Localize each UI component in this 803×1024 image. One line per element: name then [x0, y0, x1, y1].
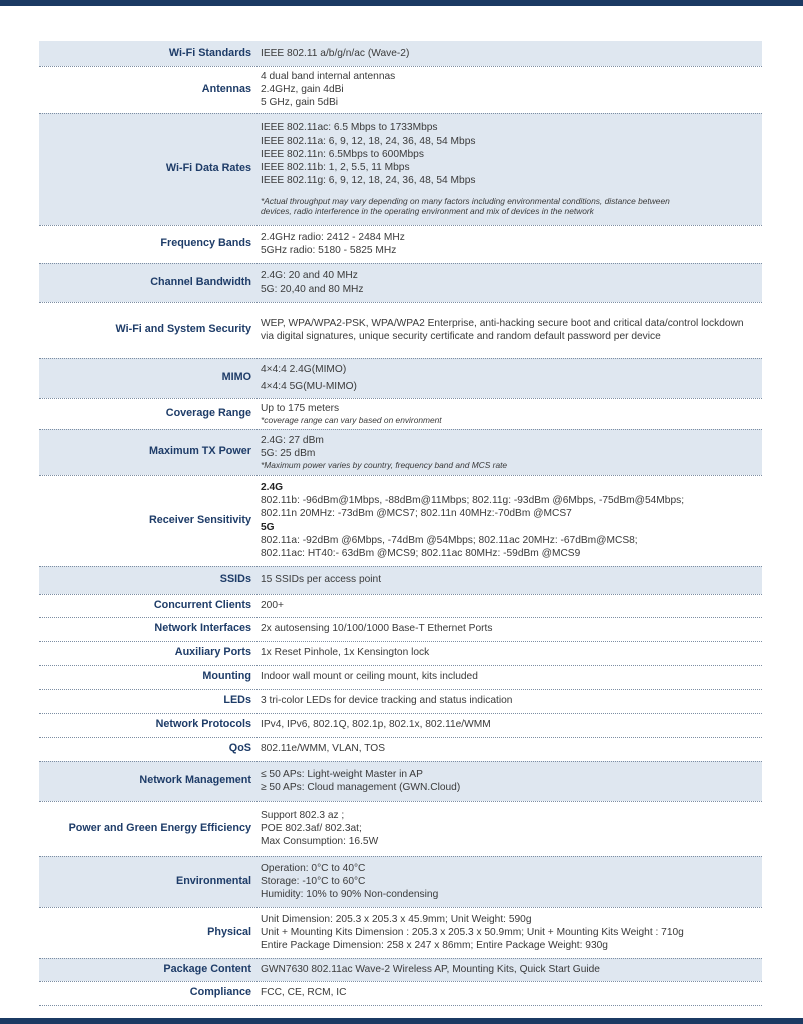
spec-row [39, 737, 762, 761]
spec-value-line: 802.11ac: HT40:- 63dBm @MCS9; 802.11ac 80MHz: -59dBm @MCS9 [261, 547, 581, 559]
spec-label: Physical [39, 907, 257, 958]
spec-value-line: Unit Dimension: 205.3 x 205.3 x 45.9mm; Unit Weight: 590g [261, 913, 532, 925]
spec-value-line: 802.11b: -96dBm@1Mbps, -88dBm@11Mbps; 802.11g: -93dBm @6Mbps, -75dBm@54Mbps; [261, 495, 685, 507]
spec-value-line: Operation: 0°C to 40°C [261, 862, 366, 874]
spec-footnote: *Maximum power varies by country, frequency band and MCS rate [261, 459, 508, 470]
spec-label: Wi-Fi Standards [39, 41, 257, 66]
spec-label: Environmental [39, 856, 257, 907]
spec-value-line: 2.4GHz, gain 4dBi [261, 83, 344, 95]
spec-row [39, 429, 762, 475]
spec-row [39, 113, 762, 225]
spec-row [39, 761, 762, 801]
spec-row [39, 981, 762, 1005]
spec-value [257, 358, 762, 398]
spec-label: Wi-Fi Data Rates [39, 113, 257, 225]
spec-row [39, 302, 762, 358]
spec-value-line: 200+ [261, 599, 284, 611]
spec-row [39, 225, 762, 263]
spec-row [39, 475, 762, 566]
spec-footnote: *coverage range can vary based on environment [261, 414, 442, 425]
spec-row [39, 617, 762, 641]
spec-value-line: Entire Package Dimension: 258 x 247 x 86mm; Entire Package Weight: 930g [261, 940, 608, 952]
spec-value-line: Max Consumption: 16.5W [261, 836, 379, 848]
spec-value-line: 2.4G: 27 dBm [261, 434, 324, 446]
spec-row [39, 641, 762, 665]
spec-value-line: Support 802.3 az ; [261, 809, 345, 821]
spec-row [39, 665, 762, 689]
spec-value [257, 641, 762, 665]
spec-label: Network Protocols [39, 713, 257, 737]
spec-footnote: devices, radio interference in the operating environment and mix of devices in the network [261, 206, 594, 216]
spec-value-line: IEEE 802.11n: 6.5Mbps to 600Mbps [261, 148, 424, 160]
spec-value [257, 41, 762, 66]
spec-value-line: 5GHz radio: 5180 - 5825 MHz [261, 245, 397, 256]
spec-value-line: ≤ 50 APs: Light-weight Master in AP [261, 768, 423, 780]
spec-value-line: 802.11a: -92dBm @6Mbps, -74dBm @54Mbps; 802.11ac 20MHz: -67dBm@MCS8; [261, 534, 638, 546]
spec-value [257, 958, 762, 981]
spec-value-line: ≥ 50 APs: Cloud management (GWN.Cloud) [261, 782, 461, 793]
spec-value [257, 801, 762, 856]
spec-table [39, 41, 762, 1006]
spec-value [257, 856, 762, 907]
spec-value-line: 5G: 20,40 and 80 MHz [261, 283, 364, 295]
spec-value [257, 737, 762, 761]
spec-value [257, 617, 762, 641]
spec-label: Power and Green Energy Efficiency [39, 801, 257, 856]
spec-value-line: 2.4GHz radio: 2412 - 2484 MHz [261, 231, 405, 243]
spec-row [39, 566, 762, 594]
spec-label: Package Content [39, 958, 257, 981]
spec-value-line: 2.4G [261, 481, 284, 493]
spec-value [257, 907, 762, 958]
footer-bar [0, 1018, 803, 1024]
spec-value-line: GWN7630 802.11ac Wave-2 Wireless AP, Mounting Kits, Quick Start Guide [261, 963, 600, 975]
spec-row [39, 41, 762, 66]
spec-label: Network Interfaces [39, 617, 257, 641]
spec-value-line: 2x autosensing 10/100/1000 Base-T Ethernet Ports [261, 623, 493, 635]
spec-value [257, 594, 762, 617]
spec-row [39, 958, 762, 981]
spec-label: Channel Bandwidth [39, 263, 257, 302]
spec-value-line: IEEE 802.11b: 1, 2, 5.5, 11 Mbps [261, 162, 410, 174]
spec-value [257, 113, 762, 225]
spec-label: Receiver Sensitivity [39, 475, 257, 566]
spec-row [39, 801, 762, 856]
spec-value [257, 566, 762, 594]
spec-value-line: FCC, CE, RCM, IC [261, 987, 347, 999]
spec-value-line: 802.11e/WMM, VLAN, TOS [261, 743, 385, 755]
spec-row [39, 907, 762, 958]
spec-label: QoS [39, 737, 257, 761]
spec-value-line: IEEE 802.11 a/b/g/n/ac (Wave-2) [261, 47, 410, 59]
spec-label: Mounting [39, 665, 257, 689]
spec-label: Auxiliary Ports [39, 641, 257, 665]
spec-row [39, 713, 762, 737]
spec-value-line: 5 GHz, gain 5dBi [261, 97, 339, 109]
spec-footnote: *Actual throughput may vary depending on many factors including environmental conditions, distance between [261, 195, 670, 206]
spec-value [257, 398, 762, 429]
spec-value [257, 66, 762, 113]
spec-value-line: POE 802.3af/ 802.3at; [261, 822, 362, 834]
spec-value [257, 475, 762, 566]
spec-label: Wi-Fi and System Security [39, 302, 257, 358]
spec-value-line: IPv4, IPv6, 802.1Q, 802.1p, 802.1x, 802.11e/WMM [261, 719, 491, 731]
spec-value-line: 5G: 25 dBm [261, 447, 316, 459]
spec-label: Network Management [39, 761, 257, 801]
spec-value-line: IEEE 802.11ac: 6.5 Mbps to 1733Mbps [261, 122, 438, 134]
header-bar [0, 0, 803, 6]
spec-label: Maximum TX Power [39, 429, 257, 475]
spec-label: MIMO [39, 358, 257, 398]
spec-value [257, 665, 762, 689]
spec-value [257, 713, 762, 737]
spec-value-line: Unit + Mounting Kits Dimension : 205.3 x 205.3 x 50.9mm; Unit + Mounting Kits Weight : 710g [261, 926, 684, 938]
spec-value-line: 4×4:4 5G(MU-MIMO) [261, 381, 357, 392]
spec-value [257, 689, 762, 713]
spec-value-line: 4×4:4 2.4G(MIMO) [261, 363, 347, 375]
spec-label: Concurrent Clients [39, 594, 257, 617]
spec-row [39, 856, 762, 907]
spec-label: Frequency Bands [39, 225, 257, 263]
spec-value-line: 4 dual band internal antennas [261, 70, 396, 82]
spec-row [39, 66, 762, 113]
spec-value [257, 761, 762, 801]
spec-value-line: 2.4G: 20 and 40 MHz [261, 270, 358, 282]
spec-label: SSIDs [39, 566, 257, 594]
spec-value [257, 302, 762, 358]
spec-row [39, 263, 762, 302]
spec-value-line: 802.11n 20MHz: -73dBm @MCS7; 802.11n 40MHz:-70dBm @MCS7 [261, 508, 572, 520]
spec-value-line: IEEE 802.11a: 6, 9, 12, 18, 24, 36, 48, 54 Mbps [261, 135, 476, 147]
spec-value-line: 3 tri-color LEDs for device tracking and status indication [261, 695, 513, 707]
spec-table-body [39, 41, 762, 1005]
spec-label: Compliance [39, 981, 257, 1005]
spec-value [257, 429, 762, 475]
spec-value-line: 1x Reset Pinhole, 1x Kensington lock [261, 647, 430, 659]
spec-row [39, 689, 762, 713]
spec-label: Antennas [39, 66, 257, 113]
spec-label: LEDs [39, 689, 257, 713]
spec-value-line: 5G [261, 521, 275, 533]
spec-row [39, 398, 762, 429]
spec-value [257, 263, 762, 302]
spec-value [257, 225, 762, 263]
spec-label: Coverage Range [39, 398, 257, 429]
spec-row [39, 594, 762, 617]
spec-value-line: 15 SSIDs per access point [261, 574, 382, 586]
spec-value [257, 981, 762, 1005]
spec-value-line: Humidity: 10% to 90% Non-condensing [261, 889, 439, 901]
spec-value-line: Storage: -10°C to 60°C [261, 875, 366, 887]
spec-value-line: Indoor wall mount or ceiling mount, kits included [261, 671, 478, 683]
spec-value-line: Up to 175 meters [261, 402, 340, 414]
spec-value-line: IEEE 802.11g: 6, 9, 12, 18, 24, 36, 48, 54 Mbps [261, 175, 476, 187]
spec-value-line: WEP, WPA/WPA2-PSK, WPA/WPA2 Enterprise, anti-hacking secure boot and critical data/control lockdown via digital signatures, unique security certificate and random default password per device [261, 317, 744, 342]
spec-row [39, 358, 762, 398]
